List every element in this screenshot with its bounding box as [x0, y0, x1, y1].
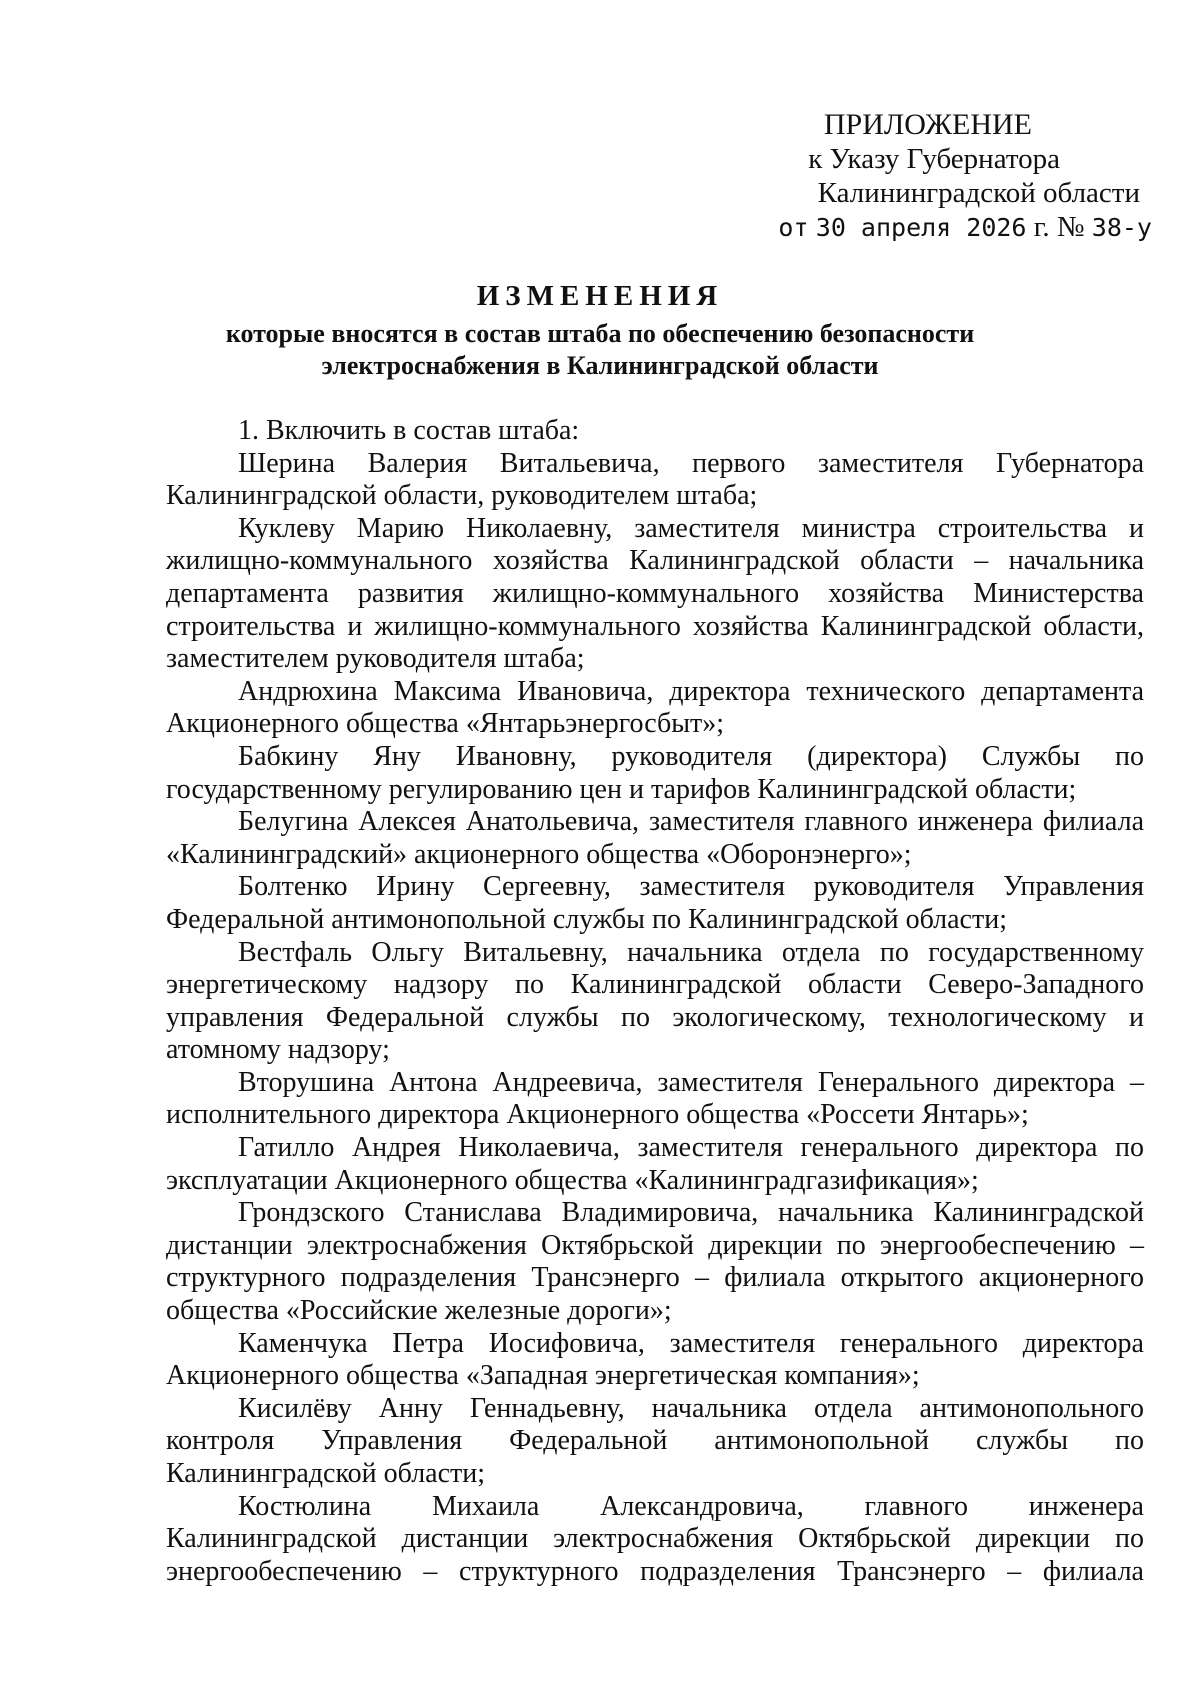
paragraph-member: Болтенко Ирину Сергеевну, заместителя руководителя Управления Федеральной антимонопольной службы по Калининградской области;	[166, 871, 1144, 935]
paragraph-intro: 1. Включить в состав штаба:	[238, 415, 580, 446]
heading-subtitle-line-2: электроснабжения в Калининградской области	[321, 351, 879, 380]
paragraph-member: Кисилёву Анну Геннадьевну, начальника отдела антимонопольного контроля Управления Федеральной антимонопольной службы по Калининградской области;	[166, 1392, 1144, 1489]
paragraph-member: Бабкину Яну Ивановну, руководителя (директора) Службы по государственному регулированию цен и тарифов Калининградской области;	[166, 740, 1144, 805]
paragraph-member: Шерина Валерия Витальевича, первого заместителя Губернатора Калининградской области, руководителем штаба;	[166, 447, 1144, 512]
document-heading	[0, 278, 1200, 382]
paragraph-member: Вторушина Антона Андреевича, заместителя Генерального директора – исполнительного директора Акционерного общества «Россети Янтарь»;	[166, 1066, 1144, 1131]
appendix-decree-line: к Указу Губернатора	[808, 143, 1060, 175]
paragraph-member: Грондзского Станислава Владимировича, начальника Калининградской дистанции электроснабжения Октябрьской дирекции по энергообеспечению – структурного подразделения Трансэнерго – филиала открытого акционерного общества «Российские железные дороги»;	[166, 1197, 1144, 1327]
paragraph-member: Костюлина Михаила Александровича, главного инженера Калининградской дистанции электроснабжения Октябрьской дирекции по энергообеспечению – структурного подразделения Трансэнерго – филиала	[166, 1490, 1144, 1587]
paragraph-member: Белугина Алексея Анатольевича, заместителя главного инженера филиала «Калининградский» акционерного общества «Оборонэнерго»;	[166, 806, 1144, 870]
heading-subtitle-line-1: которые вносятся в состав штаба по обеспечению безопасности	[225, 319, 975, 348]
date-prefix: от	[778, 213, 809, 242]
paragraph-member: Каменчука Петра Иосифовича, заместителя генерального директора Акционерного общества «Западная энергетическая компания»;	[166, 1327, 1144, 1392]
heading-title: ИЗМЕНЕНИЯ	[476, 280, 724, 312]
appendix-block	[732, 108, 1152, 245]
paragraph-member: Куклеву Марию Николаевну, заместителя министра строительства и жилищно-коммунального хозяйства Калининградской области – начальника департамента развития жилищно-коммунального хозяйства Министерства строительства и жилищно-коммунального хозяйства Калининградской области, заместителем руководителя штаба;	[166, 512, 1144, 675]
paragraph-member: Вестфаль Ольгу Витальевну, начальника отдела по государственному энергетическому надзору по Калининградской области Северо-Западного управления Федеральной службы по экологическому, технологическому и атомному надзору;	[166, 936, 1144, 1066]
date-mid: г. №	[1033, 211, 1085, 243]
document-body	[166, 415, 1144, 1588]
appendix-date-line	[732, 210, 1152, 245]
paragraph-member: Андрюхина Максима Ивановича, директора технического департамента Акционерного общества «Янтарьэнергосбыт»;	[166, 675, 1144, 740]
decree-number: 38-у	[1091, 213, 1152, 242]
appendix-title: ПРИЛОЖЕНИЕ	[823, 108, 1032, 141]
date-value: 30 апреля 2026	[815, 213, 1027, 242]
appendix-region-line: Калининградской области	[817, 177, 1140, 209]
paragraph-member: Гатилло Андрея Николаевича, заместителя генерального директора по эксплуатации Акционерного общества «Калининградгазификация»;	[166, 1132, 1144, 1196]
